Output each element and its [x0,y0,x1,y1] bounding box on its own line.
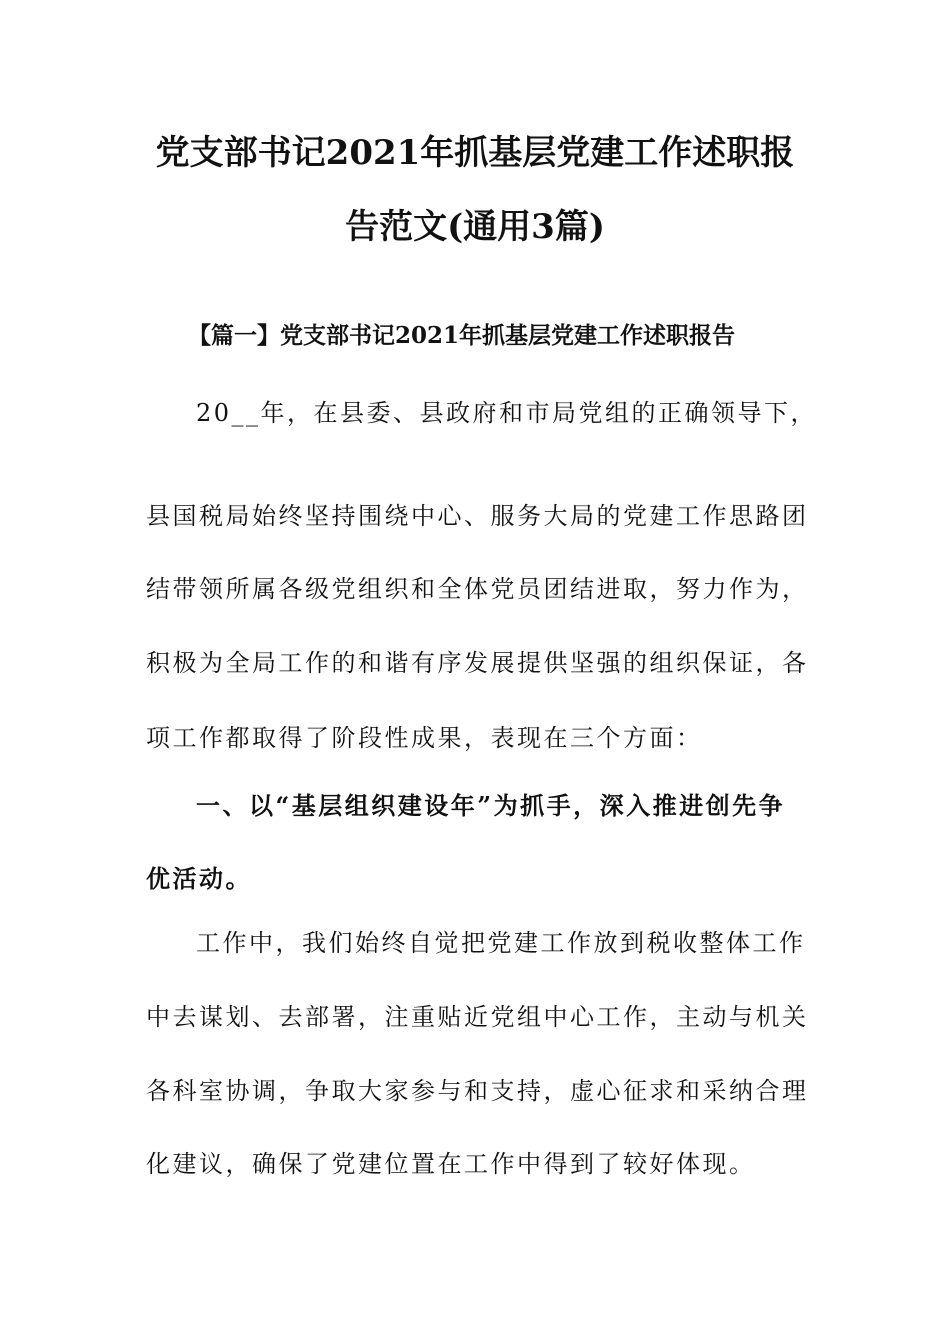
paragraph-1-line-3: 结带领所属各级党组织和全体党员团结进取，努力作为， [146,575,809,603]
document-title-line-1: 党支部书记2021年抓基层党建工作述职报 [155,133,795,173]
paragraph-2-line-4: 化建议，确保了党建位置在工作中得到了较好体现。 [146,1150,756,1178]
paragraph-2-line-2: 中去谋划、去部署，注重贴近党组中心工作，主动与机关 [146,1003,809,1031]
section-title: 【篇一】党支部书记2021年抓基层党建工作述职报告 [188,322,736,349]
heading-1-line-2: 优活动。 [146,864,252,893]
paragraph-1-line-2: 县国税局始终坚持围绕中心、服务大局的党建工作思路团 [146,502,809,530]
document-title-line-2: 告范文(通用3篇) [345,207,605,247]
paragraph-1-line-1: 20__年，在县委、县政府和市局党组的正确领导下， [196,399,818,427]
paragraph-2-line-3: 各科室协调，争取大家参与和支持，虚心征求和采纳合理 [146,1077,809,1105]
paragraph-1-line-4: 积极为全局工作的和谐有序发展提供坚强的组织保证，各 [146,649,809,677]
heading-1-line-1: 一、以“基层组织建设年”为抓手，深入推进创先争 [196,791,786,820]
paragraph-1-line-5: 项工作都取得了阶段性成果，表现在三个方面： [146,724,703,752]
paragraph-2-line-1: 工作中，我们始终自觉把党建工作放到税收整体工作 [196,929,806,957]
